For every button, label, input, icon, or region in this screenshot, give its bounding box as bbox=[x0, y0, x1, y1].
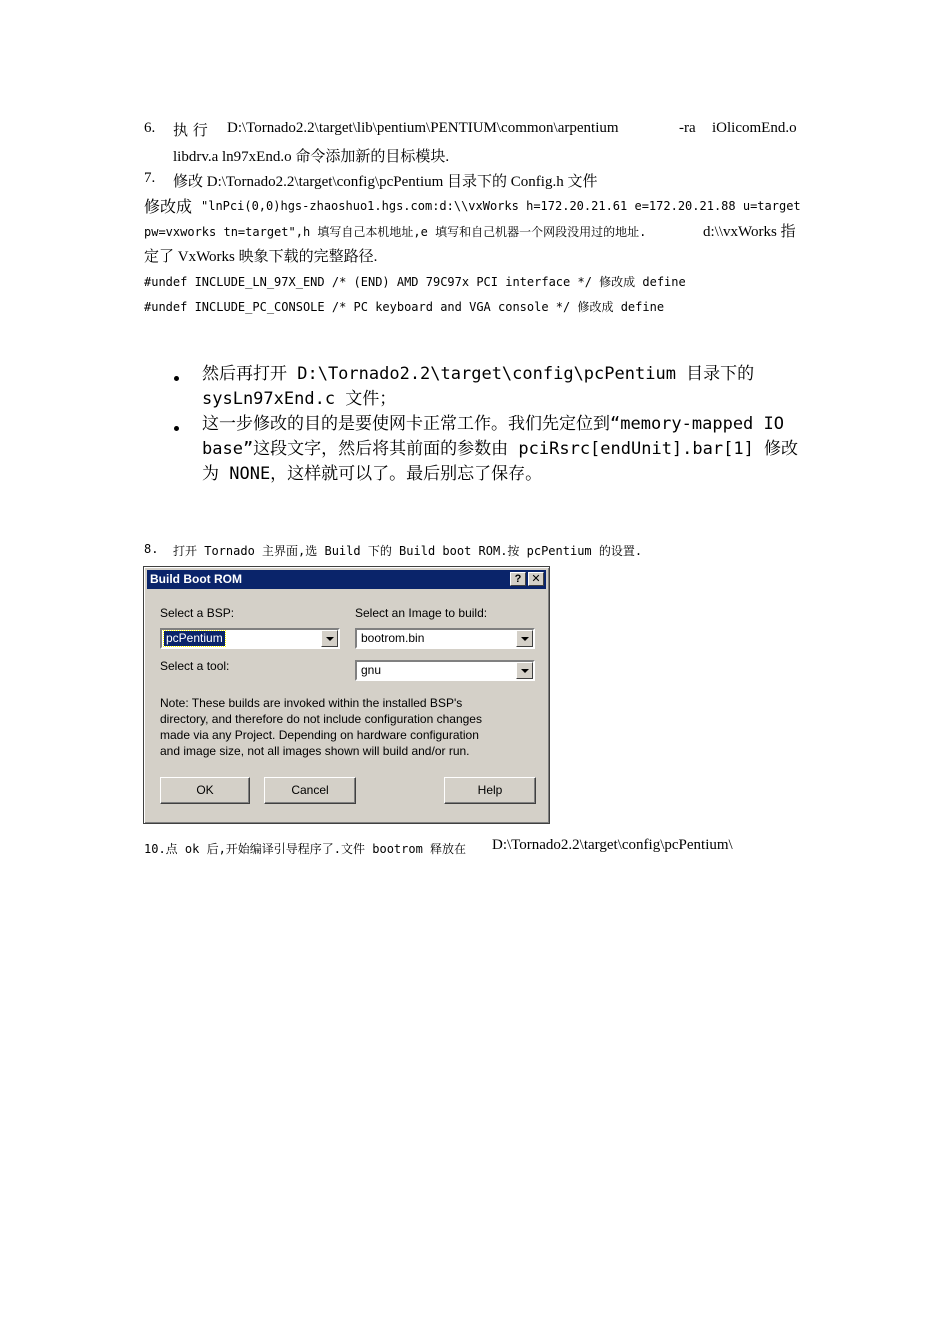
help-question-button[interactable]: ? bbox=[510, 572, 526, 586]
ok-button[interactable]: OK bbox=[160, 777, 250, 804]
step6-obj: iOlicomEnd.o bbox=[712, 120, 797, 136]
bullet-text-2: 这一步修改的目的是要使网卡正常工作。我们先定位到“memory-mapped IO base”这段文字，然后将其前面的参数由 pciRsrc[endUnit].bar[1] 修改为 NONE，这样就可以了。最后别忘了保存。 bbox=[202, 414, 799, 484]
dialog-titlebar[interactable] bbox=[147, 570, 546, 589]
modify-lead: 修改成 bbox=[144, 197, 193, 216]
cancel-button[interactable]: Cancel bbox=[264, 777, 356, 804]
bullet-dot-2 bbox=[174, 426, 179, 431]
tool-label: Select a tool: bbox=[160, 659, 230, 673]
undef-line2: #undef INCLUDE_PC_CONSOLE /* PC keyboard and VGA console */ 修改成 define bbox=[144, 300, 665, 314]
step7-text: 修改 D:\Tornado2.2\target\config\pcPentium 目录下的 Config.h 文件 bbox=[173, 174, 598, 190]
chevron-down-icon[interactable] bbox=[516, 630, 533, 647]
modify-code-line2: pw=vxworks tn=target",h 填写自己本机地址,e 填写和自己机器一个网段没用过的地址. bbox=[144, 225, 647, 239]
modify-code-line1: "lnPci(0,0)hgs-zhaoshuo1.hgs.com:d:\\vxWorks h=172.20.21.61 e=172.20.21.88 u=target bbox=[201, 199, 801, 213]
step8-number: 8. bbox=[144, 542, 159, 556]
help-button[interactable]: Help bbox=[444, 777, 536, 804]
step10-text: 10.点 ok 后,开始编译引导程序了.文件 bootrom 释放在 bbox=[144, 842, 467, 856]
modify-line3: 定了 VxWorks 映象下载的完整路径. bbox=[144, 249, 378, 265]
image-label: Select an Image to build: bbox=[355, 606, 488, 620]
step6-label: 执 行 bbox=[173, 121, 208, 139]
step7-number: 7. bbox=[144, 170, 156, 186]
bsp-select[interactable] bbox=[160, 628, 340, 649]
tool-select-value: gnu bbox=[361, 663, 382, 677]
step6-line2: libdrv.a ln97xEnd.o 命令添加新的目标模块. bbox=[173, 149, 450, 165]
build-boot-rom-dialog bbox=[143, 566, 550, 824]
bsp-label: Select a BSP: bbox=[160, 606, 235, 620]
step8-text: 打开 Tornado 主界面,选 Build 下的 Build boot ROM.按 pcPentium 的设置. bbox=[173, 544, 643, 558]
step6-number: 6. bbox=[144, 120, 156, 136]
image-select-value: bootrom.bin bbox=[361, 631, 425, 645]
dialog-note: Note: These builds are invoked within the installed BSP's directory, and therefore do not include configuration changes made via any Project. Depending on hardware configuration and image size, not all images shown will build and/or run. bbox=[160, 696, 482, 758]
step6-flag: -ra bbox=[679, 120, 696, 136]
chevron-down-icon[interactable] bbox=[516, 662, 533, 679]
close-button[interactable]: ✕ bbox=[528, 572, 544, 586]
tool-select[interactable] bbox=[355, 660, 535, 681]
bullet-dot-1 bbox=[174, 376, 179, 381]
step10-path: D:\Tornado2.2\target\config\pcPentium\ bbox=[492, 837, 733, 853]
undef-line1: #undef INCLUDE_LN_97X_END /* (END) AMD 79C97x PCI interface */ 修改成 define bbox=[144, 275, 686, 289]
bullet-text-1: 然后再打开 D:\Tornado2.2\target\config\pcPentium 目录下的 sysLn97xEnd.c 文件； bbox=[202, 364, 755, 409]
dialog-title: Build Boot ROM bbox=[150, 572, 242, 586]
image-select[interactable] bbox=[355, 628, 535, 649]
modify-path-tail: d:\\vxWorks 指 bbox=[703, 224, 796, 240]
bsp-select-value: pcPentium bbox=[166, 631, 223, 645]
chevron-down-icon[interactable] bbox=[321, 630, 338, 647]
step6-path: D:\Tornado2.2\target\lib\pentium\PENTIUM\common\arpentium bbox=[227, 120, 619, 136]
